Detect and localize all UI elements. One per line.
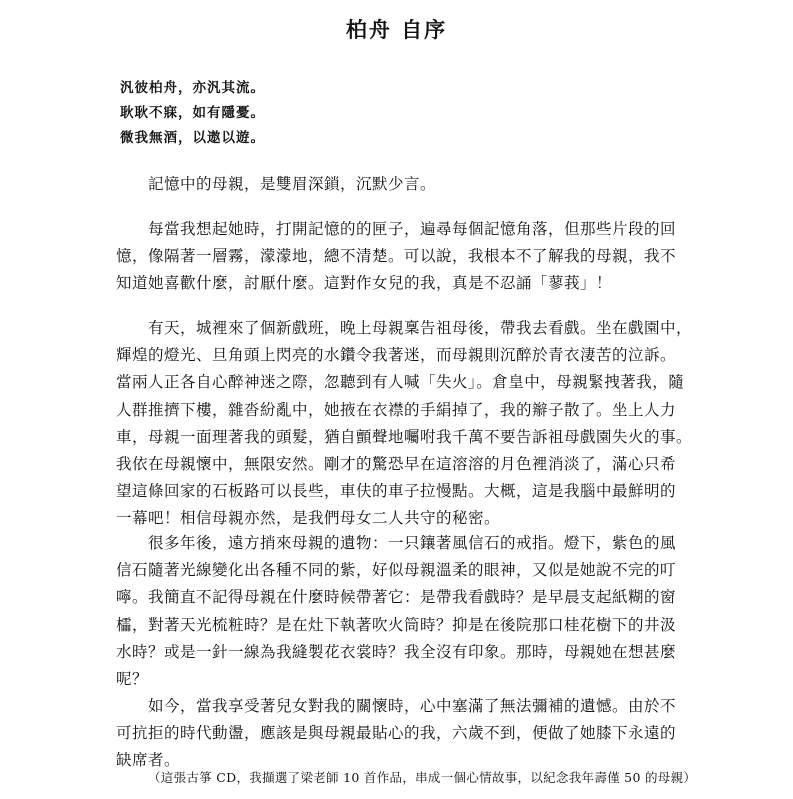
- paragraph-5: [116, 693, 684, 775]
- text-line: 每當我想起她時，打開記憶的的匣子，遍尋每個記憶角落，但那些片段的回: [116, 220, 677, 238]
- text-line: 如今，當我享受著兒女對我的關懷時，心中塞滿了無法彌補的遺憾。由於不: [116, 697, 677, 715]
- paragraph-2: [116, 216, 684, 298]
- text-line: 可抗拒的時代動盪，應該是與母親最貼心的我，六歲不到，便做了她膝下永遠的: [116, 724, 677, 743]
- text-line: 水時？或是一針一線為我縫製花衣裳時？我全沒有印象。那時，母親她在想甚麼: [116, 642, 677, 661]
- text-line: 車，母親一面理著我的頭髮，猶自顫聲地囑咐我千萬不要告訴祖母戲園失火的事。: [116, 427, 693, 446]
- page-title: 柏舟 自序: [345, 17, 448, 42]
- text-line: 我依在母親懷中，無限安然。剛才的驚恐早在這溶溶的月色裡消淡了，滿心只希: [116, 455, 677, 474]
- text-line: 記憶中的母親，是雙眉深鎖，沉默少言。: [116, 175, 437, 193]
- text-line: 有天，城裡來了個新戲班，晚上母親稟告祖母後，帶我去看戲。坐在戲園中，: [116, 319, 693, 337]
- text-line: 當兩人正各自心醉神迷之際，忽聽到有人喊「失火」。倉皇中，母親緊拽著我，隨: [116, 373, 685, 392]
- paragraph-3: [116, 315, 693, 533]
- text-line: 憶，像隔著一層霧，濛濛地，總不清楚。可以說，我根本不了解我的母親，我不: [116, 247, 677, 266]
- text-line: 嚀。我簡直不記得母親在什麼時候帶著它：是帶我看戲時？是早晨支起紙糊的窗: [116, 588, 677, 607]
- text-line: 輝煌的燈光、旦角頭上閃亮的水鑽令我著迷，而母親則沉醉於青衣淒苦的泣訴。: [116, 346, 677, 365]
- text-line: 信石隨著光線變化出各種不同的紫，好似母親溫柔的眼神，又似是她說不完的叮: [116, 561, 677, 580]
- verse-line: 微我無酒，以遨以遊。: [120, 130, 265, 146]
- text-line: 呢？: [116, 670, 149, 689]
- text-line: 望這條回家的石板路可以長些，車伕的車子拉慢點。大概，這是我腦中最鮮明的: [116, 482, 677, 501]
- text-line: 很多年後，遠方捎來母親的遺物：一只鑲著風信石的戒指。燈下，紫色的風: [116, 534, 677, 552]
- verse-line: 耿耿不寐，如有隱憂。: [120, 105, 265, 121]
- text-line: 人群推擠下樓，雜沓紛亂中，她掖在衣襟的手絹掉了，我的辮子散了。坐上人力: [116, 400, 677, 419]
- text-line: 一幕吧！相信母親亦然，是我們母女二人共守的秘密。: [116, 509, 501, 528]
- text-line: 缺席者。: [116, 751, 181, 770]
- paragraph-1: [116, 171, 684, 198]
- poem-verse: [120, 76, 265, 151]
- text-line: 櫺，對著天光梳粧時？是在灶下執著吹火筒時？抑是在後院那口桂花樹下的井汲: [116, 615, 677, 634]
- verse-line: 汎彼柏舟，亦汎其流。: [120, 80, 265, 96]
- text-line: 知道她喜歡什麼，討厭什麼。這對作女兒的我，真是不忍誦「蓼莪」！: [116, 274, 613, 293]
- paragraph-4: [116, 530, 684, 693]
- footnote: （這張古箏 CD，我擷選了梁老師 10 首作品，串成一個心情故事，以紀念我年壽僅 50 的母親）: [148, 770, 697, 785]
